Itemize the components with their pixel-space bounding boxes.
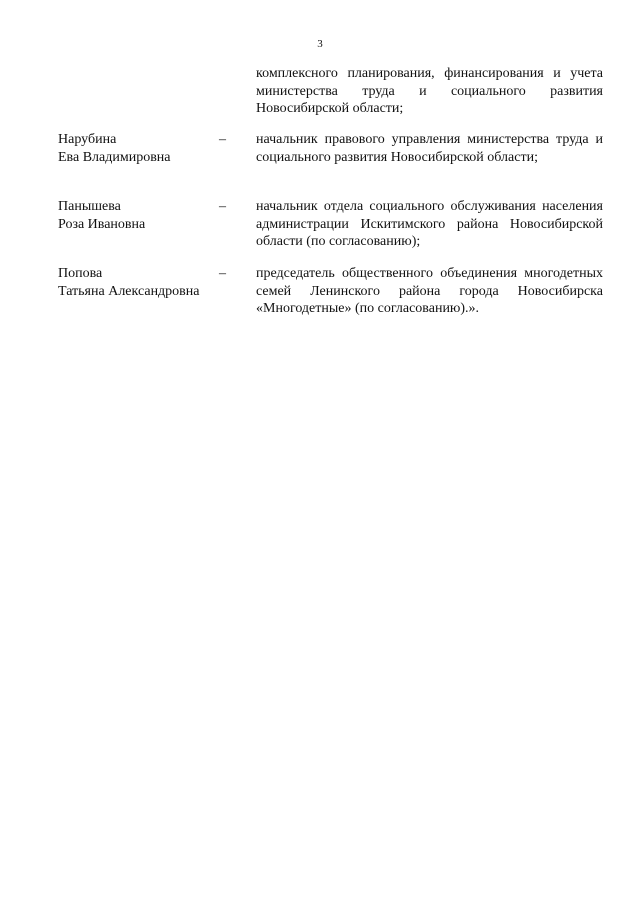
description-line: начальник правового управления министерства труда и xyxy=(256,132,603,147)
dash-separator: – xyxy=(219,199,226,214)
member-given-names: Ева Владимировна xyxy=(58,149,171,165)
member-given-names: Роза Ивановна xyxy=(58,216,146,232)
member-given-names: Татьяна Александровна xyxy=(58,283,200,299)
member-name xyxy=(58,198,218,233)
description-line: Новосибирской области; xyxy=(256,101,404,116)
continuation-description xyxy=(256,65,603,118)
dash-separator: – xyxy=(219,266,226,281)
member-name xyxy=(58,131,218,166)
member-position xyxy=(256,265,603,318)
description-line: председатель общественного объединения многодетных xyxy=(256,266,603,281)
member-surname: Попова xyxy=(58,266,103,281)
description-line: начальник отдела социального обслуживания населения xyxy=(256,199,603,214)
page-number: 3 xyxy=(317,38,323,50)
member-name xyxy=(58,265,218,300)
description-line: администрации Искитимского района Новосибирской xyxy=(256,216,603,232)
description-line: министерства труда и социального развития xyxy=(256,83,603,99)
description-line: комплексного планирования, финансирования и учета xyxy=(256,66,603,81)
member-surname: Панышева xyxy=(58,199,121,214)
member-position xyxy=(256,198,603,251)
description-line: социального развития Новосибирской области; xyxy=(256,149,538,165)
description-line: «Многодетные» (по согласованию).». xyxy=(256,301,480,316)
member-position xyxy=(256,131,603,166)
member-surname: Нарубина xyxy=(58,132,117,147)
dash-separator: – xyxy=(219,132,226,147)
description-line: области (по согласованию); xyxy=(256,234,421,249)
description-line: семей Ленинского района города Новосибирска xyxy=(256,283,603,299)
